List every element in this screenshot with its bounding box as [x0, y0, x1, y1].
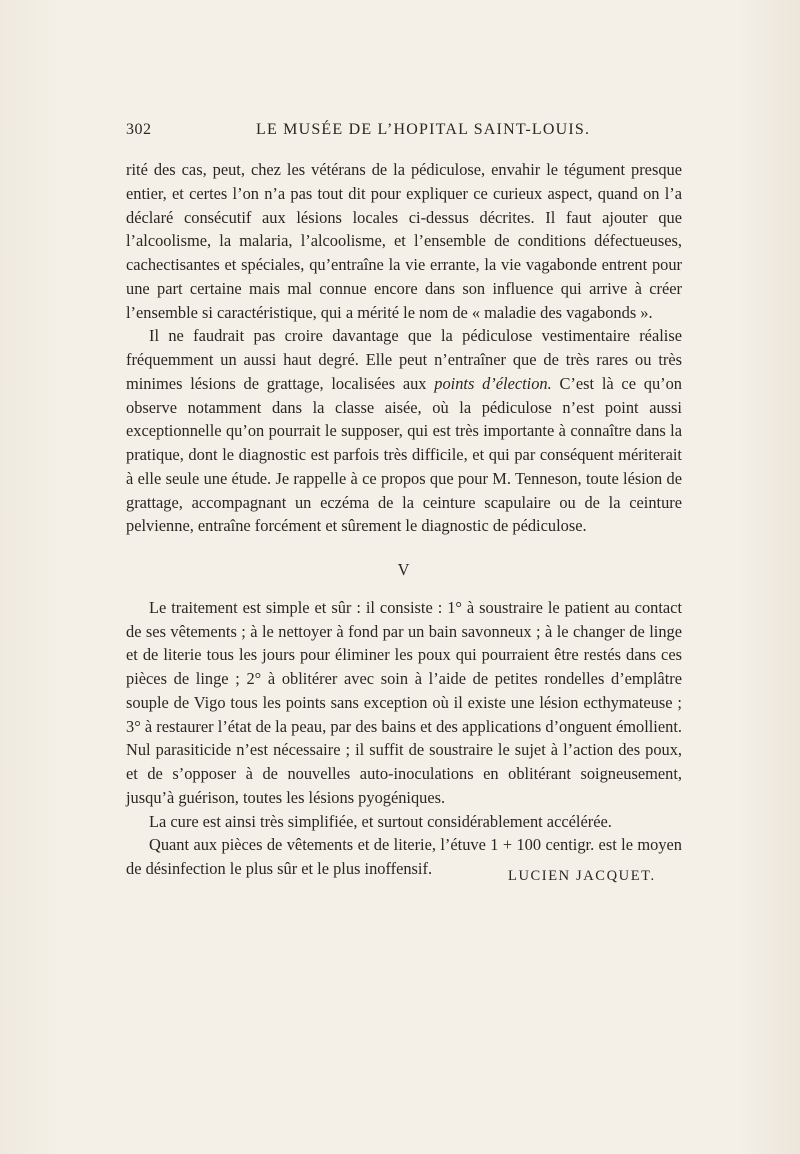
paragraph-cure: La cure est ainsi très simplifiée, et surtout considérablement accélérée. [149, 811, 612, 831]
body-text [126, 158, 682, 881]
author-signature: LUCIEN JACQUET. [508, 868, 656, 884]
running-title: LE MUSÉE DE L’HOPITAL SAINT-LOUIS. [256, 121, 591, 138]
paragraph-text: C’est là ce qu’on observe notamment dans la classe aisée, où la pédiculose n’est point aussi exceptionnelle qu’on pourrait le supposer, qui est très importante à connaître dans la pratique, dont le diagnostic est parfois très difficile, et qui par conséquent mériterait à elle seule une étude. Je rappelle à ce propos que pour M. Tenneson, toute lésion de grattage, accompagnant un eczéma de la ceinture scapulaire ou de la ceinture pelvienne, entraîne forcément et sûrement le diagnostic de pédiculose. [126, 373, 682, 536]
italic-term: points d’élection. [434, 373, 552, 393]
paragraph-pediculose-degree [126, 324, 682, 538]
section-numeral: V [397, 560, 411, 579]
paragraph-disinfection: Quant aux pièces de vêtements et de literie, l’étuve 1 + 100 centigr. est le moyen de désinfection le plus sûr et le plus inoffensif. [126, 835, 682, 878]
page-header [126, 121, 688, 143]
paragraph-continuation: rité des cas, peut, chez les vétérans de la pédiculose, envahir le tégument presque entier, et certes l’on n’a pas tout dit pour expliquer ce curieux aspect, quand on l’a déclaré consécutif aux lésions locales ci-dessus décrites. Il faut ajouter que l’alcoolisme, la malaria, l’alcoolisme, et l’ensemble de conditions défectueuses, cachectisantes et spéciales, qu’entraîne la vie errante, la vie vagabonde entrent pour une part certaine mais mal connue encore dans son influence qui arrive à créer l’ensemble si caractéristique, qui a mérité le nom de « maladie des vagabonds ». [126, 160, 682, 322]
paragraph-text: Il ne faudrait pas croire davantage que la pédiculose vestimentaire réalise fréquemment un aussi haut degré. Elle peut n’entraîner que de très rares ou très minimes lésions de grattage, localisées aux [126, 326, 682, 393]
page-number: 302 [126, 121, 152, 138]
paragraph-treatment: Le traitement est simple et sûr : il consiste : 1° à soustraire le patient au contact de ses vêtements ; à le nettoyer à fond par un bain savonneux ; à le changer de linge et de literie tous les jours pour éliminer les poux qui pourraient être restés dans ces pièces de linge ; 2° à oblitérer avec soin à l’aide de petites rondelles d’emplâtre souple de Vigo tous les points sans exception où il existe une lésion ecthymateuse ; 3° à restaurer l’état de la peau, par des bains et des applications d’onguent émollient. Nul parasiticide n’est nécessaire ; il suffit de soustraire le sujet à l’action des poux, et de s’opposer à de nouvelles auto-inoculations en oblitérant soigneusement, jusqu’à guérison, toutes les lésions pyogéniques. [126, 597, 682, 807]
